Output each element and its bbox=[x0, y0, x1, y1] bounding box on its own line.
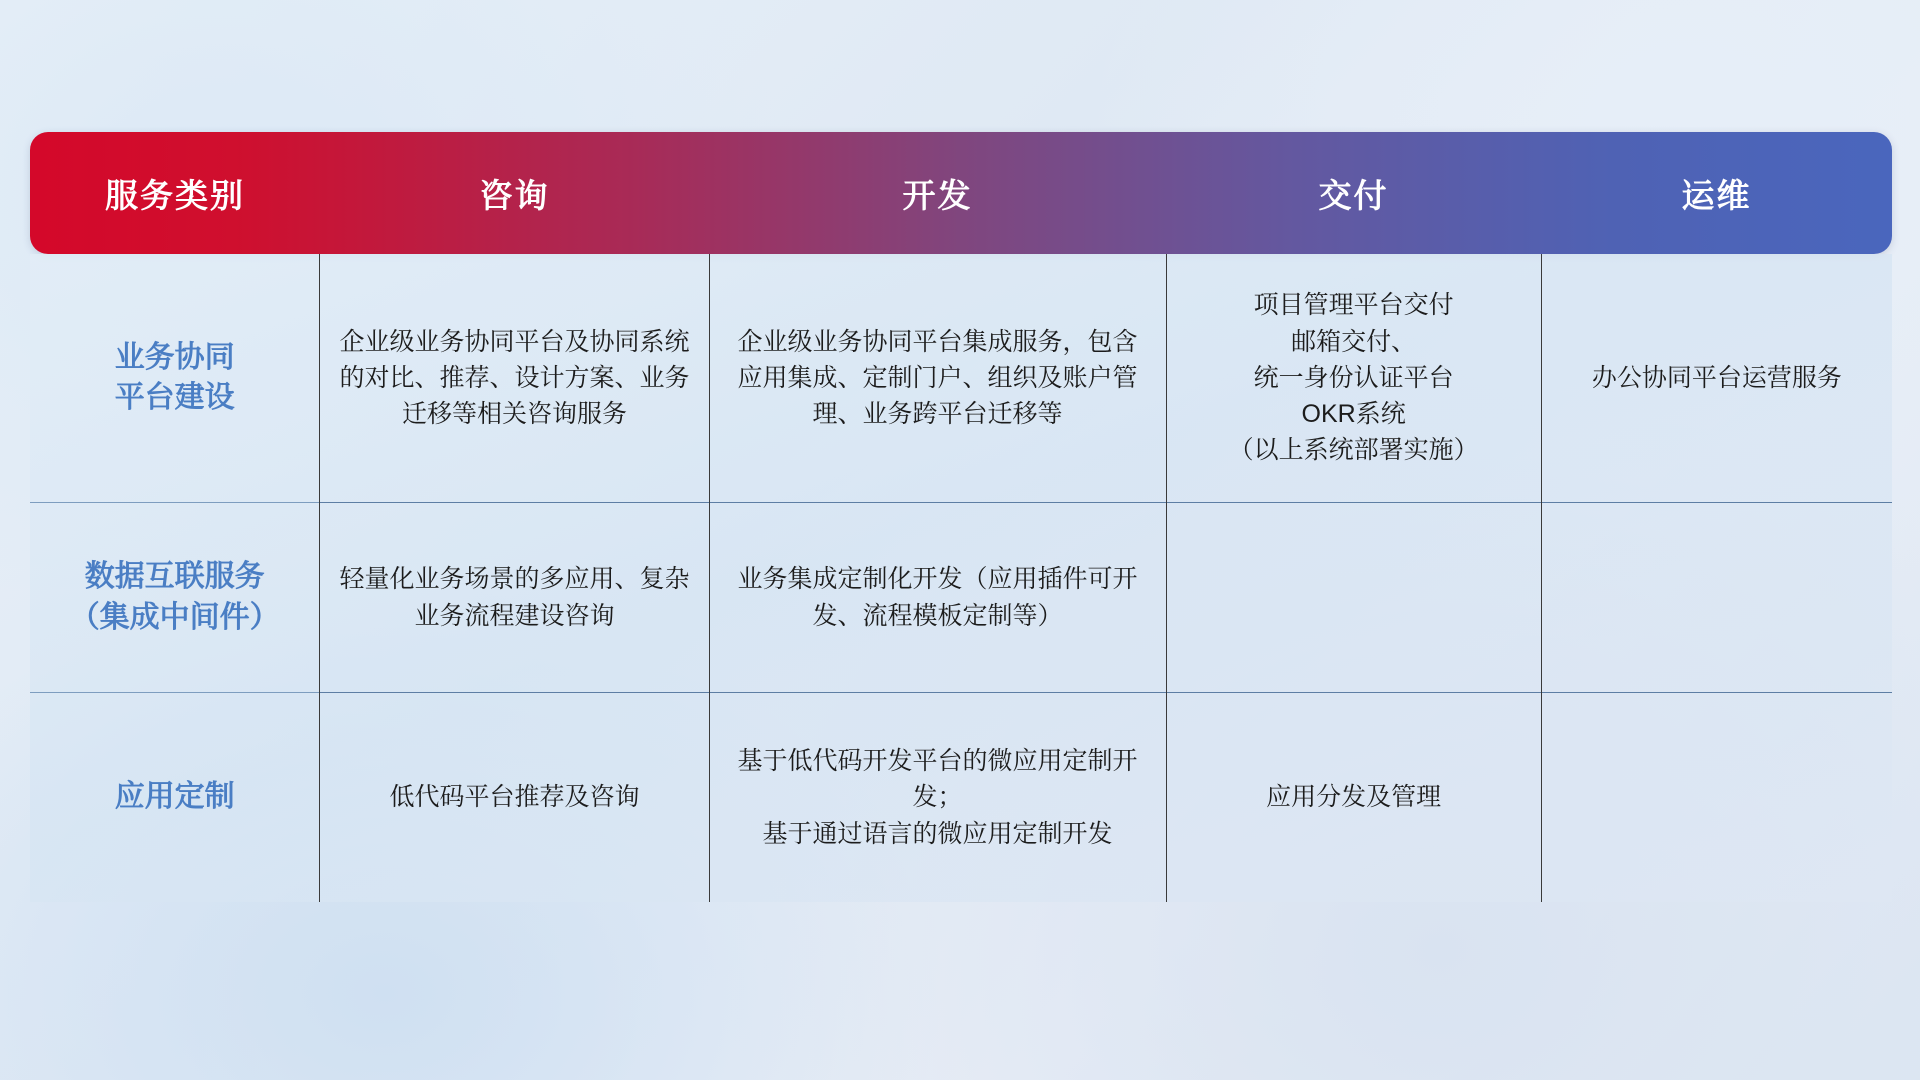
cell-category-row1: 业务协同 平台建设 bbox=[114, 340, 235, 414]
column-operations bbox=[1541, 254, 1892, 902]
table-header-service-category: 服务类别 bbox=[105, 176, 245, 214]
cell-delivery-row1: 项目管理平台交付 邮箱交付、 统一身份认证平台 OKR系统 （以上系统部署实施） bbox=[1228, 291, 1479, 465]
table-header-development: 开发 bbox=[902, 176, 973, 214]
cell-consulting-row3: 低代码平台推荐及咨询 bbox=[320, 692, 708, 902]
service-matrix-table bbox=[30, 132, 1892, 902]
cell-consulting-row1: 企业级业务协同平台及协同系统的对比、推荐、设计方案、业务迁移等相关咨询服务 bbox=[339, 327, 690, 429]
cell-delivery-row3: 应用分发及管理 bbox=[1167, 692, 1541, 902]
cell-development-row2: 业务集成定制化开发（应用插件可开发、流程模板定制等） bbox=[710, 502, 1166, 692]
cell-development-row1: 企业级业务协同平台集成服务，包含应用集成、定制门户、组织及账户管理、业务跨平台迁移等 bbox=[737, 327, 1138, 429]
table-header-consulting: 咨询 bbox=[479, 176, 550, 214]
cell-category-row3: 应用定制 bbox=[30, 692, 319, 902]
cell-operations-row1: 办公协同平台运营服务 bbox=[1591, 363, 1842, 392]
cell-operations-row2 bbox=[1542, 502, 1892, 692]
table-header-operations: 运维 bbox=[1681, 176, 1752, 214]
cell-delivery-row2 bbox=[1167, 502, 1541, 692]
table-header-row bbox=[30, 132, 1892, 254]
cell-development-row3: 基于低代码开发平台的微应用定制开发； 基于通过语言的微应用定制开发 bbox=[710, 692, 1166, 902]
column-consulting bbox=[319, 254, 708, 902]
cell-operations-row3 bbox=[1542, 692, 1892, 902]
column-development bbox=[709, 254, 1166, 902]
column-delivery bbox=[1166, 254, 1541, 902]
cell-consulting-row2: 轻量化业务场景的多应用、复杂业务流程建设咨询 bbox=[320, 502, 708, 692]
table-header-delivery: 交付 bbox=[1318, 176, 1389, 214]
column-service-category bbox=[30, 254, 319, 902]
table-body bbox=[30, 254, 1892, 902]
cell-category-row2: 数据互联服务 （集成中间件） bbox=[30, 502, 319, 692]
